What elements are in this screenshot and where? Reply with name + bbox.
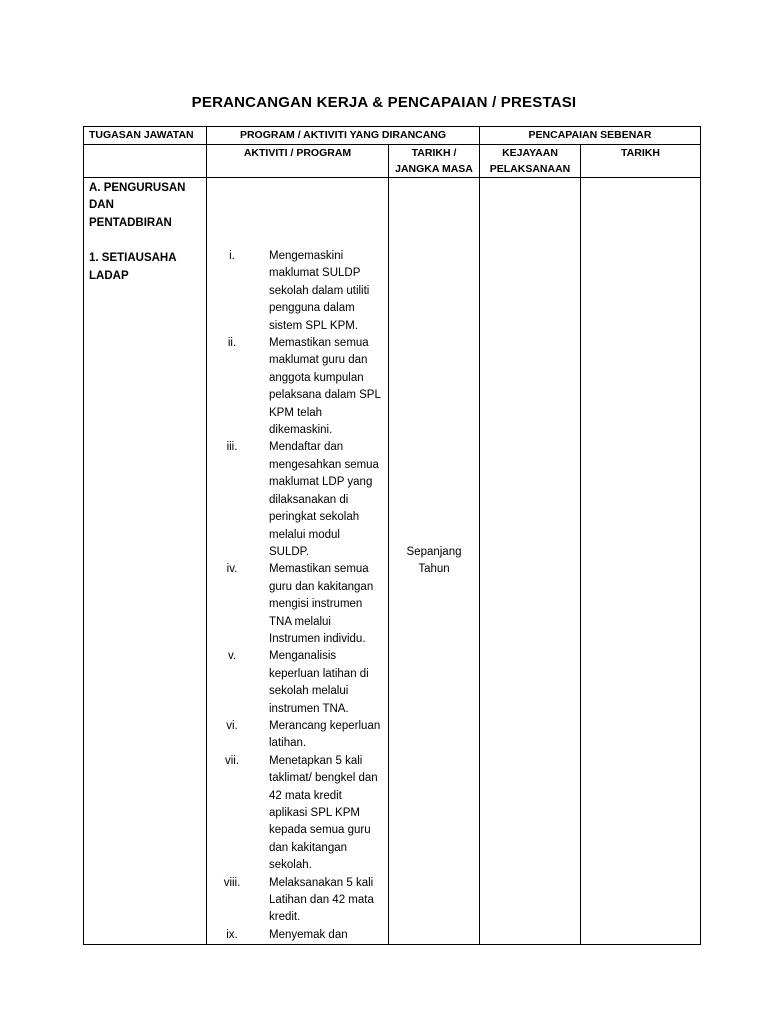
cell-tarikh-sebenar	[581, 178, 701, 945]
tarikh-value-line2: Tahun	[418, 563, 450, 576]
activity-line: Latihan dan 42 mata	[269, 894, 374, 907]
role-line-1: 1. SETIAUSAHA	[89, 252, 177, 265]
activity-line: peringkat sekolah	[269, 511, 360, 524]
activity-line: Instrumen individu.	[269, 632, 366, 645]
activity-item	[207, 927, 382, 944]
cell-tarikh-jangka-masa	[389, 178, 480, 945]
activity-number: iv.	[226, 563, 238, 576]
activity-line: Mendaftar dan	[269, 441, 344, 454]
activity-line: Merancang keperluan	[269, 719, 381, 732]
activity-line: kepada semua guru	[269, 824, 371, 837]
activity-text	[257, 648, 382, 718]
activity-number: v.	[227, 650, 237, 663]
header-tarikh-line1: TARIKH /	[411, 147, 457, 159]
activity-item	[207, 753, 382, 875]
activity-text	[257, 335, 382, 439]
cell-kejayaan-pelaksanaan	[480, 178, 581, 945]
header-kejayaan-line2: PELAKSANAAN	[489, 163, 571, 175]
activity-line: Memastikan semua	[269, 563, 369, 576]
activity-line: maklumat LDP yang	[269, 476, 373, 489]
activity-text	[257, 718, 382, 753]
activity-item	[207, 648, 382, 718]
activity-line: mengesahkan semua	[269, 458, 379, 471]
activity-text	[257, 753, 382, 875]
activity-text	[257, 927, 382, 944]
header-pencapaian-sebenar: PENCAPAIAN SEBENAR	[480, 127, 701, 145]
activity-number: ix.	[226, 928, 238, 941]
activity-list	[207, 248, 382, 944]
activity-line: 42 mata kredit	[269, 789, 342, 802]
activity-line: maklumat guru dan	[269, 354, 368, 367]
activity-line: Menganalisis	[269, 650, 337, 663]
activity-number: i.	[229, 250, 235, 262]
header-kejayaan-line1: KEJAYAAN	[502, 147, 558, 159]
activity-number: vi.	[226, 719, 238, 732]
activity-item	[207, 718, 382, 753]
activity-line: guru dan kakitangan	[269, 580, 374, 593]
header-tarikh-jangka-masa	[389, 145, 480, 178]
activity-line: mengisi instrumen	[269, 598, 363, 611]
activity-line: sistem SPL KPM.	[269, 319, 359, 332]
activity-item	[207, 875, 382, 927]
activity-line: Mengemaskini	[269, 250, 344, 262]
header-tarikh-sebenar: TARIKH	[581, 145, 701, 178]
activity-number: iii.	[226, 441, 238, 454]
activity-line: Menyemak dan	[269, 928, 348, 941]
activity-line: pengguna dalam	[269, 302, 355, 315]
activity-text	[257, 248, 382, 335]
header-tugasan-jawatan: TUGASAN JAWATAN	[84, 127, 207, 145]
activity-line: maklumat SULDP	[269, 267, 361, 280]
activity-line: dilaksanakan di	[269, 493, 349, 506]
activity-line: pelaksana dalam SPL	[269, 389, 381, 402]
activity-line: anggota kumpulan	[269, 371, 364, 384]
activity-line: keperluan latihan di	[269, 667, 369, 680]
activity-text	[257, 875, 382, 927]
activity-line: sekolah dalam utiliti	[269, 284, 370, 297]
work-plan-table	[83, 126, 701, 945]
role-line-2: LADAP	[89, 269, 129, 282]
activity-line: dikemaskini.	[269, 424, 333, 437]
tarikh-value-line1: Sepanjang	[406, 545, 462, 558]
activity-line: KPM telah	[269, 406, 323, 419]
header-kejayaan-pelaksanaan	[480, 145, 581, 178]
activity-line: Melaksanakan 5 kali	[269, 876, 374, 889]
activity-text	[257, 561, 382, 648]
activity-text	[257, 439, 382, 561]
activity-item	[207, 439, 382, 561]
activity-line: Memastikan semua	[269, 337, 369, 350]
cell-tugasan-jawatan	[84, 178, 207, 945]
header-program-aktiviti: PROGRAM / AKTIVITI YANG DIRANCANG	[207, 127, 480, 145]
activity-number: ii.	[227, 337, 237, 350]
activity-line: Menetapkan 5 kali	[269, 754, 363, 767]
section-line-1: A. PENGURUSAN	[89, 182, 186, 194]
section-line-2: DAN	[89, 199, 114, 212]
cell-aktiviti-program	[207, 178, 389, 945]
activity-line: TNA melalui	[269, 615, 331, 628]
activity-line: melalui modul SULDP.	[269, 528, 340, 558]
activity-item	[207, 335, 382, 439]
activity-line: sekolah.	[269, 859, 312, 872]
activity-line: instrumen TNA.	[269, 702, 349, 715]
header-aktiviti-program: AKTIVITI / PROGRAM	[207, 145, 389, 178]
section-line-3: PENTADBIRAN	[89, 216, 172, 229]
activity-number: viii.	[223, 876, 241, 889]
activity-line: taklimat/ bengkel dan	[269, 772, 378, 785]
activity-item	[207, 248, 382, 335]
activity-item	[207, 561, 382, 648]
activity-line: kredit.	[269, 911, 301, 924]
activity-number: vii.	[224, 754, 240, 767]
activity-line: dan kakitangan	[269, 841, 348, 854]
header-tarikh-line2: JANGKA MASA	[395, 163, 473, 175]
header-empty-cell	[84, 145, 207, 178]
activity-line: latihan.	[269, 737, 307, 750]
page-title: PERANCANGAN KERJA & PENCAPAIAN / PRESTASI	[191, 94, 577, 111]
activity-line: aplikasi SPL KPM	[269, 807, 360, 819]
activity-line: sekolah melalui	[269, 685, 349, 698]
spacer	[89, 232, 202, 250]
